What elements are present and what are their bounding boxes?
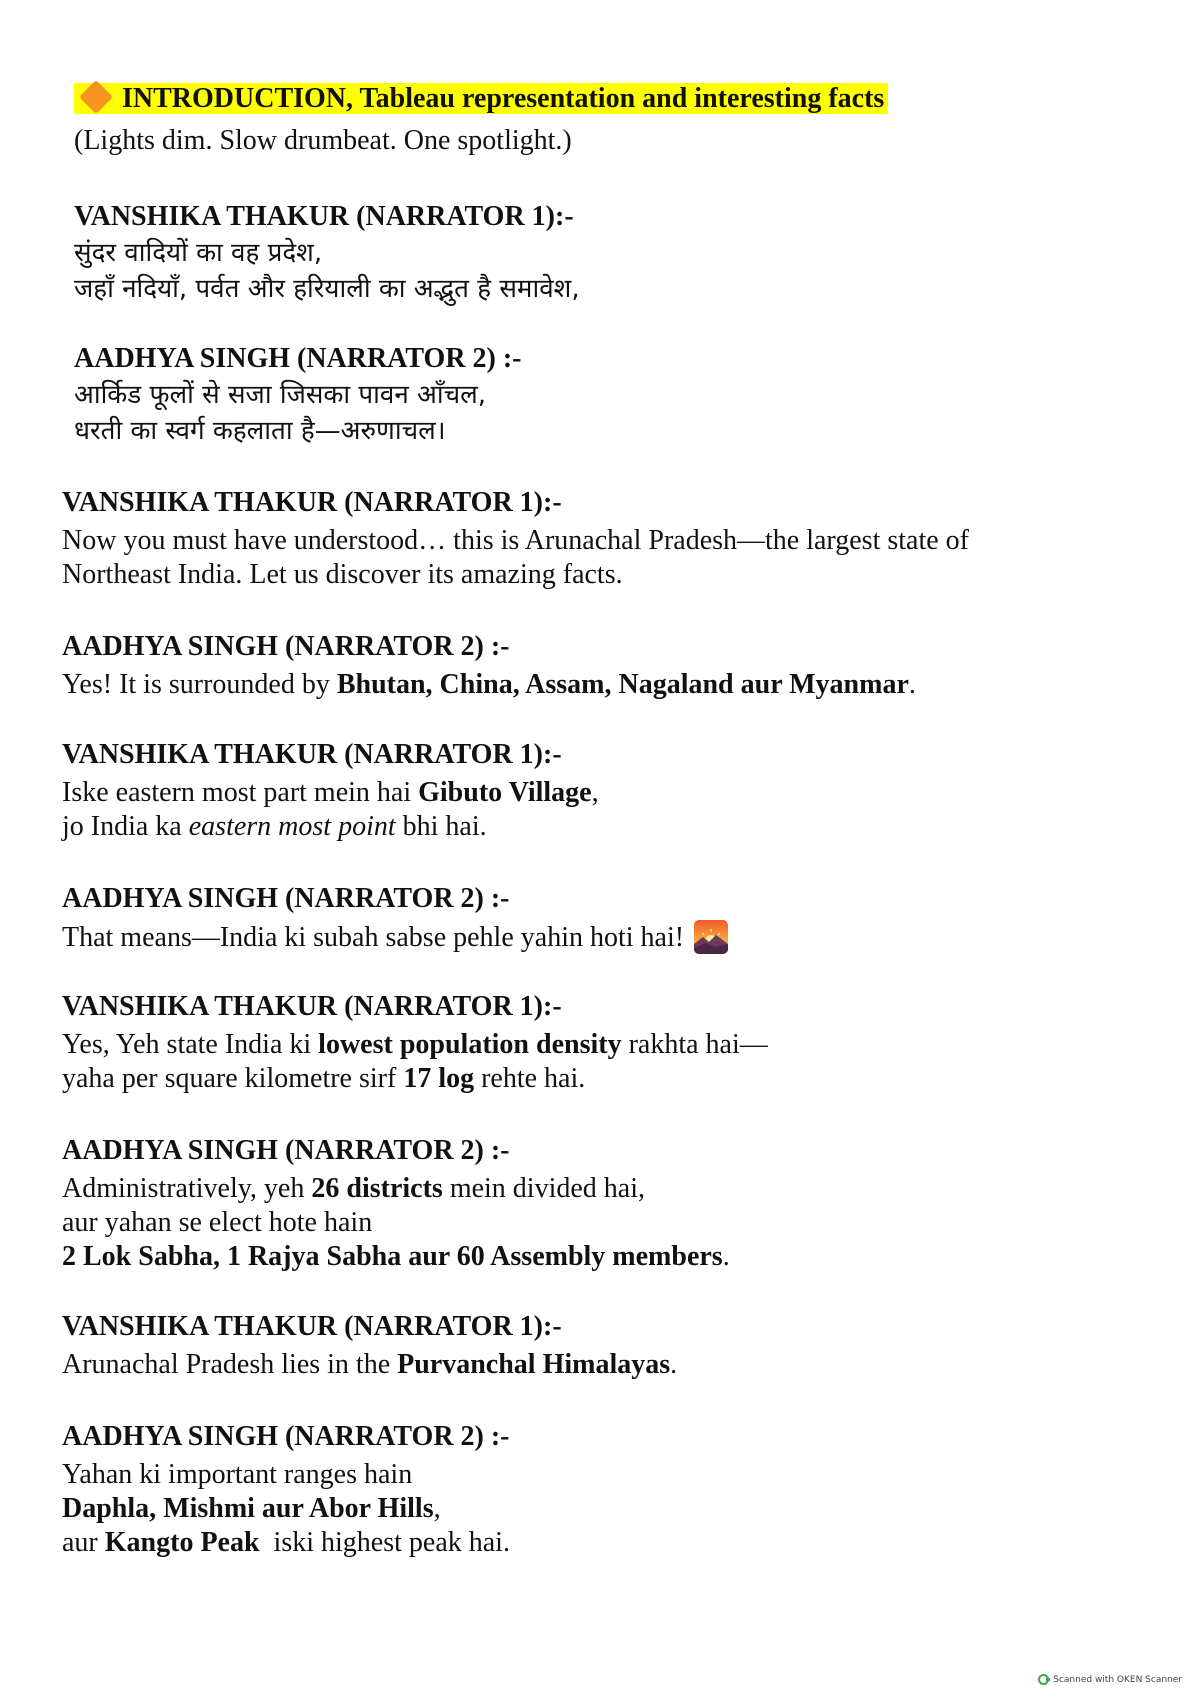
speaker-heading: VANSHIKA THAKUR (NARRATOR 1):- [62, 1311, 562, 1342]
dialogue-line: Arunachal Pradesh lies in the Purvanchal Himalayas. [62, 1349, 678, 1380]
speaker-heading: VANSHIKA THAKUR (NARRATOR 1):- [62, 487, 562, 518]
speaker-heading: AADHYA SINGH (NARRATOR 2) :- [62, 1135, 510, 1166]
speaker-heading: VANSHIKA THAKUR (NARRATOR 1):- [62, 739, 562, 770]
bold-text: Bhutan, China, Assam, Nagaland aur Myanmar [336, 669, 909, 700]
dialogue-line: Iske eastern most part mein hai Gibuto Village, [62, 777, 599, 808]
intro-title: INTRODUCTION, Tableau representation and interesting facts [122, 83, 885, 114]
dialogue-line: Yes, Yeh state India ki lowest population density rakhta hai— [62, 1029, 768, 1060]
scanner-watermark [1038, 1674, 1182, 1685]
dialogue-line: jo India ka eastern most point bhi hai. [62, 811, 487, 842]
intro-title-line [74, 82, 888, 116]
dialogue-line: 2 Lok Sabha, 1 Rajya Sabha aur 60 Assembly members. [62, 1241, 730, 1272]
bold-text: lowest population density [318, 1029, 622, 1060]
dialogue-line: aur Kangto Peak iski highest peak hai. [62, 1527, 510, 1558]
dialogue-line: That means—India ki subah sabse pehle yahin hoti hai! [62, 920, 728, 955]
poem-line: सुंदर वादियों का वह प्रदेश, [74, 238, 323, 268]
stage-direction: (Lights dim. Slow drumbeat. One spotlight.) [74, 125, 572, 156]
bold-text: 26 districts [311, 1173, 443, 1204]
orange-diamond-icon [79, 80, 113, 114]
bold-text: Kangto Peak [104, 1527, 260, 1558]
speaker-heading: AADHYA SINGH (NARRATOR 2) :- [62, 883, 510, 914]
bold-text: 17 log [403, 1063, 475, 1094]
dialogue-line: Daphla, Mishmi aur Abor Hills, [62, 1493, 441, 1524]
dialogue-line: Yes! It is surrounded by Bhutan, China, Assam, Nagaland aur Myanmar. [62, 669, 916, 700]
poem-line: धरती का स्वर्ग कहलाता है—अरुणाचल। [74, 416, 446, 446]
poem-speaker-2: AADHYA SINGH (NARRATOR 2) :- [74, 343, 522, 374]
bold-text: Purvanchal Himalayas [397, 1349, 671, 1380]
dialogue-line: Northeast India. Let us discover its amazing facts. [62, 559, 623, 590]
dialogue-line: Administratively, yeh 26 districts mein divided hai, [62, 1173, 645, 1204]
dialogue-line: Now you must have understood… this is Arunachal Pradesh—the largest state of [62, 525, 969, 556]
bold-text: Daphla, Mishmi aur Abor Hills [62, 1493, 434, 1524]
speaker-heading: VANSHIKA THAKUR (NARRATOR 1):- [62, 991, 562, 1022]
dialogue-line: aur yahan se elect hote hain [62, 1207, 373, 1238]
bold-text: 2 Lok Sabha, 1 Rajya Sabha aur 60 Assembly members [62, 1241, 723, 1272]
sunrise-icon [694, 920, 728, 954]
intro-title-highlight [74, 83, 888, 114]
speaker-heading: AADHYA SINGH (NARRATOR 2) :- [62, 1421, 510, 1452]
poem-line: जहाँ नदियाँ, पर्वत और हरियाली का अद्भुत है समावेश, [74, 274, 580, 304]
oken-scanner-icon [1038, 1674, 1049, 1685]
italic-text: eastern most point [188, 811, 396, 842]
poem-speaker-1: VANSHIKA THAKUR (NARRATOR 1):- [74, 201, 574, 232]
poem-line: आर्किड फूलों से सजा जिसका पावन आँचल, [74, 380, 487, 410]
dialogue-line: yaha per square kilometre sirf 17 log rehte hai. [62, 1063, 586, 1094]
dialogue-line: Yahan ki important ranges hain [62, 1459, 413, 1490]
scanner-watermark-text: Scanned with OKEN Scanner [1053, 1674, 1182, 1685]
bold-text: Gibuto Village [418, 777, 592, 808]
speaker-heading: AADHYA SINGH (NARRATOR 2) :- [62, 631, 510, 662]
